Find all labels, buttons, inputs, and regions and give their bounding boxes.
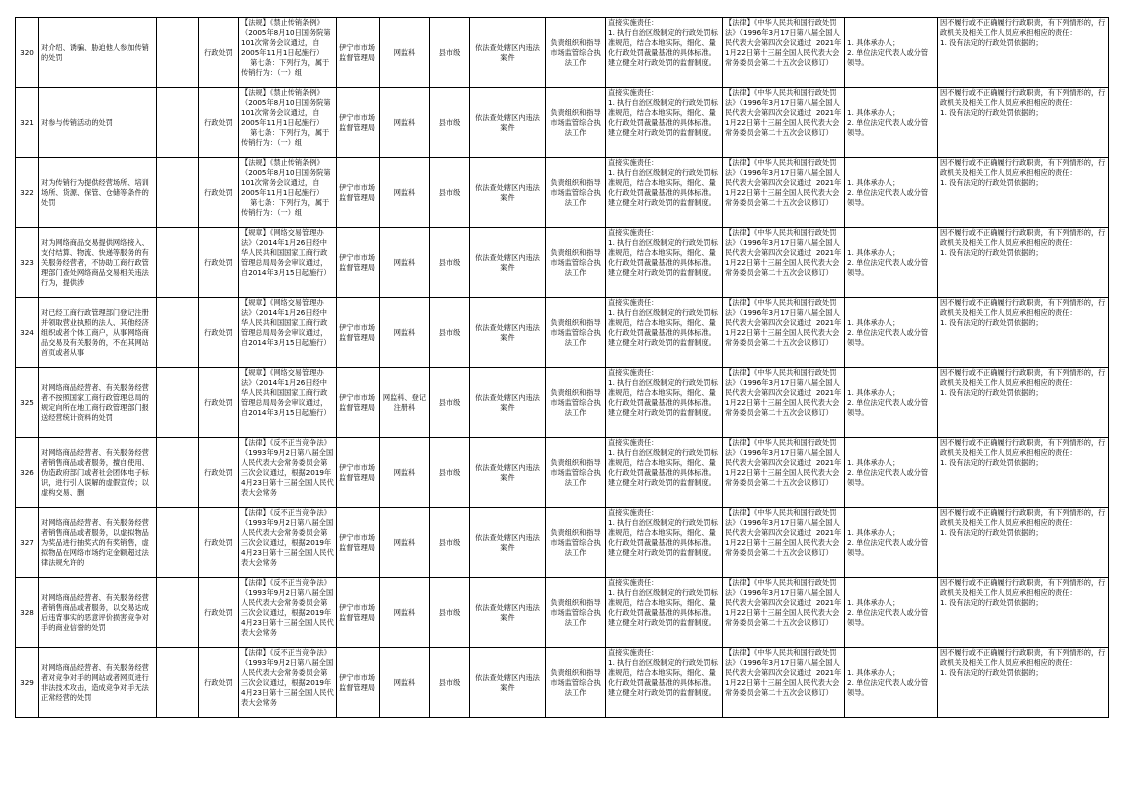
item-name: 对已经工商行政管理部门登记注册并领取营业执照的法人、其他经济组织或者个体工商户，从事网络商品交易及有关服务的，不在其网站首页或者从事	[41, 307, 149, 357]
item-type-cell	[199, 88, 239, 158]
item-type-cell	[199, 298, 239, 368]
responsibility-text: 直接实施责任： 1. 执行自治区级制定的行政处罚标准规范，结合本地实际，细化、量化行政处罚裁量基准的具体标准。建立健全对行政处罚的监督制度。	[608, 578, 718, 627]
office-cell	[380, 228, 430, 298]
accountability-cell	[938, 578, 1109, 648]
accountability-cell	[938, 298, 1109, 368]
accountability-law-cell	[723, 368, 845, 438]
item-type-cell	[199, 438, 239, 508]
scope-cell	[470, 228, 546, 298]
item-name-cell	[39, 508, 157, 578]
accountability-law: 【法律】《中华人民共和国行政处罚法》（1996年3月17日第八届全国人民代表大会第四次会议通过 2021年1月22日第十三届全国人民代表大会常务委员会第二十五次会议修订）	[725, 648, 842, 697]
responsibility-cell	[606, 18, 723, 88]
item-type: 行政处罚	[204, 467, 233, 477]
accountability-law-cell	[723, 508, 845, 578]
table-row	[16, 228, 1109, 298]
row-number-cell	[16, 508, 39, 578]
responsible-subject: 1. 具体承办人； 2. 单位法定代表人或分管领导。	[847, 458, 929, 487]
row-number: 325	[20, 397, 34, 407]
responsible-subject-cell	[845, 368, 938, 438]
responsible-subject: 1. 具体承办人； 2. 单位法定代表人或分管领导。	[847, 108, 929, 137]
accountability-cell	[938, 508, 1109, 578]
department-cell	[337, 438, 380, 508]
responsibility-text: 直接实施责任： 1. 执行自治区级制定的行政处罚标准规范，结合本地实际，细化、量化行政处罚裁量基准的具体标准。建立健全对行政处罚的监督制度。	[608, 18, 718, 67]
level-cell	[430, 578, 470, 648]
item-name-cell	[39, 368, 157, 438]
item-type: 行政处罚	[204, 47, 233, 57]
office: 网监科	[393, 257, 416, 267]
department-cell	[337, 368, 380, 438]
responsible-subject-cell	[845, 298, 938, 368]
item-type-cell	[199, 578, 239, 648]
blank-cell	[157, 368, 199, 438]
legal-basis: 【法律】《反不正当竞争法》（1993年9月2日第八届全国人民代表大会常务委员会第三次会议通过，根据2019年4月23日第十三届全国人民代表大会常务	[241, 578, 334, 637]
table-row	[16, 648, 1109, 718]
accountability-cell	[938, 158, 1109, 228]
duty-cell	[546, 88, 606, 158]
accountability-law-cell	[723, 88, 845, 158]
responsibility-cell	[606, 298, 723, 368]
item-type-cell	[199, 228, 239, 298]
item-type: 行政处罚	[204, 397, 233, 407]
accountability-law-cell	[723, 578, 845, 648]
duty-description: 负责组织和指导市场监管综合执法工作	[550, 317, 601, 347]
item-type: 行政处罚	[204, 537, 233, 547]
scope-cell	[470, 18, 546, 88]
enforcement-scope: 依法查处辖区内违法案件	[475, 462, 540, 482]
responsibility-cell	[606, 158, 723, 228]
accountability-law-cell	[723, 648, 845, 718]
enforcement-scope: 依法查处辖区内违法案件	[475, 532, 540, 552]
power-list-table	[15, 17, 1109, 718]
duty-cell	[546, 578, 606, 648]
accountability-circumstances: 因不履行或不正确履行行政职责，有下列情形的，行政机关及相关工作人员应承担相应的责任： 1. 没有法定的行政处罚依据的；	[940, 578, 1106, 607]
office: 网监科	[393, 537, 416, 547]
office-cell	[380, 18, 430, 88]
duty-description: 负责组织和指导市场监管综合执法工作	[550, 597, 601, 627]
table-row	[16, 438, 1109, 508]
item-name-cell	[39, 648, 157, 718]
responsible-subject-cell	[845, 508, 938, 578]
legal-basis-cell	[239, 228, 337, 298]
responsibility-text: 直接实施责任： 1. 执行自治区级制定的行政处罚标准规范，结合本地实际，细化、量化行政处罚裁量基准的具体标准。建立健全对行政处罚的监督制度。	[608, 508, 718, 557]
enforcement-scope: 依法查处辖区内违法案件	[475, 672, 540, 692]
accountability-law-cell	[723, 158, 845, 228]
duty-cell	[546, 298, 606, 368]
row-number-cell	[16, 228, 39, 298]
legal-basis-cell	[239, 158, 337, 228]
item-name: 对为传销行为提供经营场所、培训场所、货源、保管、仓储等条件的处罚	[41, 177, 149, 207]
duty-cell	[546, 158, 606, 228]
responsible-subject: 1. 具体承办人； 2. 单位法定代表人或分管领导。	[847, 528, 929, 557]
item-type: 行政处罚	[204, 327, 233, 337]
item-type-cell	[199, 158, 239, 228]
office: 网监科	[393, 467, 416, 477]
office-cell	[380, 438, 430, 508]
office: 网监科	[393, 47, 416, 57]
row-number-cell	[16, 158, 39, 228]
blank-cell	[157, 508, 199, 578]
row-number: 321	[20, 117, 34, 127]
enforcement-scope: 依法查处辖区内违法案件	[475, 252, 540, 272]
accountability-circumstances: 因不履行或不正确履行行政职责，有下列情形的，行政机关及相关工作人员应承担相应的责任： 1. 没有法定的行政处罚依据的；	[940, 508, 1106, 537]
admin-level: 县市级	[438, 677, 461, 687]
department-cell	[337, 648, 380, 718]
item-name: 对网络商品经营者、有关服务经营者销售商品或者服务，以虚拟物品为奖品进行抽奖式的有奖销售，虚拟物品在网络市场约定金额超过法律法规允许的	[41, 517, 149, 567]
scope-cell	[470, 368, 546, 438]
responsibility-text: 直接实施责任： 1. 执行自治区级制定的行政处罚标准规范，结合本地实际，细化、量化行政处罚裁量基准的具体标准。建立健全对行政处罚的监督制度。	[608, 158, 718, 207]
duty-description: 负责组织和指导市场监管综合执法工作	[550, 667, 601, 697]
item-name-cell	[39, 88, 157, 158]
office-cell	[380, 648, 430, 718]
item-type: 行政处罚	[204, 117, 233, 127]
item-type-cell	[199, 508, 239, 578]
accountability-law: 【法律】《中华人民共和国行政处罚法》（1996年3月17日第八届全国人民代表大会第四次会议通过 2021年1月22日第十三届全国人民代表大会常务委员会第二十五次会议修订）	[725, 158, 842, 207]
responsibility-cell	[606, 228, 723, 298]
level-cell	[430, 88, 470, 158]
duty-cell	[546, 648, 606, 718]
legal-basis-cell	[239, 368, 337, 438]
office: 网监科	[393, 327, 416, 337]
responsibility-cell	[606, 368, 723, 438]
level-cell	[430, 648, 470, 718]
duty-cell	[546, 228, 606, 298]
item-name: 对为网络商品交易提供网络接入、支付结算、物流、快递等服务的有关服务经营者，不协助工商行政管理部门查处网络商品交易相关违法行为，提供涉	[41, 237, 149, 287]
item-name: 对网络商品经营者、有关服务经营者销售商品或者服务，以交易达成后违背事实的恶意评价损害竞争对手的商业信誉的处罚	[41, 592, 149, 632]
department: 伊宁市市场监督管理局	[339, 462, 375, 482]
level-cell	[430, 438, 470, 508]
department-cell	[337, 88, 380, 158]
item-name: 对网络商品经营者、有关服务经营者不按照国家工商行政管理总局的规定向所在地工商行政管理部门报送经营统计资料的处罚	[41, 382, 149, 422]
responsibility-cell	[606, 648, 723, 718]
item-type: 行政处罚	[204, 607, 233, 617]
duty-description: 负责组织和指导市场监管综合执法工作	[550, 527, 601, 557]
responsible-subject: 1. 具体承办人； 2. 单位法定代表人或分管领导。	[847, 668, 929, 697]
responsible-subject-cell	[845, 438, 938, 508]
accountability-law: 【法律】《中华人民共和国行政处罚法》（1996年3月17日第八届全国人民代表大会第四次会议通过 2021年1月22日第十三届全国人民代表大会常务委员会第二十五次会议修订）	[725, 578, 842, 627]
accountability-law: 【法律】《中华人民共和国行政处罚法》（1996年3月17日第八届全国人民代表大会第四次会议通过 2021年1月22日第十三届全国人民代表大会常务委员会第二十五次会议修订）	[725, 438, 842, 487]
scope-cell	[470, 508, 546, 578]
department: 伊宁市市场监督管理局	[339, 42, 375, 62]
admin-level: 县市级	[438, 257, 461, 267]
department-cell	[337, 158, 380, 228]
enforcement-scope: 依法查处辖区内违法案件	[475, 112, 540, 132]
duty-cell	[546, 368, 606, 438]
accountability-circumstances: 因不履行或不正确履行行政职责，有下列情形的，行政机关及相关工作人员应承担相应的责任： 1. 没有法定的行政处罚依据的；	[940, 438, 1106, 467]
legal-basis: 【法规】《禁止传销条例》（2005年8月10日国务院第101次常务会议通过，自2005年11月1日起施行） 第七条：下列行为，属于传销行为：（一）组	[241, 158, 331, 217]
legal-basis: 【法规】《禁止传销条例》（2005年8月10日国务院第101次常务会议通过，自2005年11月1日起施行） 第七条：下列行为，属于传销行为：（一）组	[241, 18, 331, 77]
responsible-subject-cell	[845, 88, 938, 158]
duty-description: 负责组织和指导市场监管综合执法工作	[550, 177, 601, 207]
blank-cell	[157, 158, 199, 228]
admin-level: 县市级	[438, 537, 461, 547]
accountability-cell	[938, 438, 1109, 508]
level-cell	[430, 158, 470, 228]
admin-level: 县市级	[438, 397, 461, 407]
row-number: 320	[20, 47, 34, 57]
responsible-subject-cell	[845, 158, 938, 228]
accountability-law-cell	[723, 298, 845, 368]
office-cell	[380, 88, 430, 158]
legal-basis-cell	[239, 298, 337, 368]
item-name-cell	[39, 228, 157, 298]
scope-cell	[470, 648, 546, 718]
responsibility-cell	[606, 508, 723, 578]
accountability-cell	[938, 368, 1109, 438]
enforcement-scope: 依法查处辖区内违法案件	[475, 182, 540, 202]
legal-basis-cell	[239, 508, 337, 578]
legal-basis-cell	[239, 88, 337, 158]
row-number-cell	[16, 18, 39, 88]
responsibility-cell	[606, 438, 723, 508]
item-type: 行政处罚	[204, 257, 233, 267]
table-row	[16, 298, 1109, 368]
responsible-subject-cell	[845, 648, 938, 718]
enforcement-scope: 依法查处辖区内违法案件	[475, 322, 540, 342]
row-number-cell	[16, 438, 39, 508]
department: 伊宁市市场监督管理局	[339, 252, 375, 272]
accountability-circumstances: 因不履行或不正确履行行政职责，有下列情形的，行政机关及相关工作人员应承担相应的责任： 1. 没有法定的行政处罚依据的；	[940, 88, 1106, 117]
scope-cell	[470, 88, 546, 158]
duty-cell	[546, 508, 606, 578]
office-cell	[380, 368, 430, 438]
accountability-cell	[938, 18, 1109, 88]
table-row	[16, 18, 1109, 88]
responsible-subject: 1. 具体承办人； 2. 单位法定代表人或分管领导。	[847, 318, 929, 347]
scope-cell	[470, 158, 546, 228]
responsible-subject: 1. 具体承办人； 2. 单位法定代表人或分管领导。	[847, 248, 929, 277]
row-number-cell	[16, 298, 39, 368]
admin-level: 县市级	[438, 117, 461, 127]
responsible-subject-cell	[845, 578, 938, 648]
admin-level: 县市级	[438, 327, 461, 337]
accountability-law: 【法律】《中华人民共和国行政处罚法》（1996年3月17日第八届全国人民代表大会第四次会议通过 2021年1月22日第十三届全国人民代表大会常务委员会第二十五次会议修订）	[725, 368, 842, 417]
legal-basis: 【法律】《反不正当竞争法》（1993年9月2日第八届全国人民代表大会常务委员会第三次会议通过，根据2019年4月23日第十三届全国人民代表大会常务	[241, 648, 334, 707]
accountability-cell	[938, 648, 1109, 718]
accountability-circumstances: 因不履行或不正确履行行政职责，有下列情形的，行政机关及相关工作人员应承担相应的责任： 1. 没有法定的行政处罚依据的；	[940, 18, 1106, 47]
admin-level: 县市级	[438, 607, 461, 617]
row-number: 324	[20, 327, 34, 337]
responsible-subject-cell	[845, 228, 938, 298]
duty-description: 负责组织和指导市场监管综合执法工作	[550, 457, 601, 487]
admin-level: 县市级	[438, 47, 461, 57]
table-row	[16, 368, 1109, 438]
accountability-law-cell	[723, 18, 845, 88]
legal-basis-cell	[239, 648, 337, 718]
blank-cell	[157, 438, 199, 508]
item-name: 对介绍、诱骗、胁迫他人参加传销的处罚	[41, 42, 149, 62]
item-type: 行政处罚	[204, 187, 233, 197]
department: 伊宁市市场监督管理局	[339, 602, 375, 622]
admin-level: 县市级	[438, 467, 461, 477]
level-cell	[430, 368, 470, 438]
accountability-law: 【法律】《中华人民共和国行政处罚法》（1996年3月17日第八届全国人民代表大会第四次会议通过 2021年1月22日第十三届全国人民代表大会常务委员会第二十五次会议修订）	[725, 298, 842, 347]
accountability-cell	[938, 228, 1109, 298]
accountability-circumstances: 因不履行或不正确履行行政职责，有下列情形的，行政机关及相关工作人员应承担相应的责任： 1. 没有法定的行政处罚依据的；	[940, 368, 1106, 397]
accountability-law: 【法律】《中华人民共和国行政处罚法》（1996年3月17日第八届全国人民代表大会第四次会议通过 2021年1月22日第十三届全国人民代表大会常务委员会第二十五次会议修订）	[725, 88, 842, 137]
responsibility-cell	[606, 578, 723, 648]
office: 网监科	[393, 117, 416, 127]
table-row	[16, 88, 1109, 158]
duty-description: 负责组织和指导市场监管综合执法工作	[550, 247, 601, 277]
legal-basis: 【法律】《反不正当竞争法》（1993年9月2日第八届全国人民代表大会常务委员会第三次会议通过，根据2019年4月23日第十三届全国人民代表大会常务	[241, 438, 334, 497]
department-cell	[337, 298, 380, 368]
department: 伊宁市市场监督管理局	[339, 182, 375, 202]
item-type: 行政处罚	[204, 677, 233, 687]
office: 网监科	[393, 187, 416, 197]
responsibility-cell	[606, 88, 723, 158]
accountability-circumstances: 因不履行或不正确履行行政职责，有下列情形的，行政机关及相关工作人员应承担相应的责任： 1. 没有法定的行政处罚依据的；	[940, 648, 1106, 677]
legal-basis: 【规章】《网络交易管理办法》（2014年1月26日经中华人民共和国国家工商行政管理总局局务会审议通过，自2014年3月15日起施行）	[241, 228, 331, 277]
row-number: 327	[20, 537, 34, 547]
row-number-cell	[16, 578, 39, 648]
responsibility-text: 直接实施责任： 1. 执行自治区级制定的行政处罚标准规范，结合本地实际，细化、量化行政处罚裁量基准的具体标准。建立健全对行政处罚的监督制度。	[608, 648, 718, 697]
item-name-cell	[39, 578, 157, 648]
item-name-cell	[39, 158, 157, 228]
blank-cell	[157, 298, 199, 368]
accountability-circumstances: 因不履行或不正确履行行政职责，有下列情形的，行政机关及相关工作人员应承担相应的责任： 1. 没有法定的行政处罚依据的；	[940, 158, 1106, 187]
legal-basis-cell	[239, 578, 337, 648]
accountability-circumstances: 因不履行或不正确履行行政职责，有下列情形的，行政机关及相关工作人员应承担相应的责任： 1. 没有法定的行政处罚依据的；	[940, 298, 1106, 327]
level-cell	[430, 18, 470, 88]
item-name-cell	[39, 298, 157, 368]
office: 网监科	[393, 677, 416, 687]
item-name-cell	[39, 18, 157, 88]
department: 伊宁市市场监督管理局	[339, 322, 375, 342]
row-number-cell	[16, 368, 39, 438]
table-row	[16, 508, 1109, 578]
duty-description: 负责组织和指导市场监管综合执法工作	[550, 387, 601, 417]
row-number: 326	[20, 467, 34, 477]
office-cell	[380, 158, 430, 228]
responsible-subject: 1. 具体承办人； 2. 单位法定代表人或分管领导。	[847, 598, 929, 627]
item-name: 对网络商品经营者、有关服务经营者销售商品或者服务，擅自使用、伪造政府部门或者社会团体电子标识，进行引人误解的虚假宣传；以虚构交易、删	[41, 447, 149, 497]
office: 网监科、登记注册科	[382, 392, 427, 412]
responsibility-text: 直接实施责任： 1. 执行自治区级制定的行政处罚标准规范，结合本地实际，细化、量化行政处罚裁量基准的具体标准。建立健全对行政处罚的监督制度。	[608, 438, 718, 487]
department-cell	[337, 508, 380, 578]
duty-description: 负责组织和指导市场监管综合执法工作	[550, 107, 601, 137]
row-number-cell	[16, 88, 39, 158]
row-number: 323	[20, 257, 34, 267]
legal-basis: 【规章】《网络交易管理办法》（2014年1月26日经中华人民共和国国家工商行政管理总局局务会审议通过，自2014年3月15日起施行）	[241, 298, 331, 347]
legal-basis: 【规章】《网络交易管理办法》（2014年1月26日经中华人民共和国国家工商行政管理总局局务会审议通过，自2014年3月15日起施行）	[241, 368, 331, 417]
department: 伊宁市市场监督管理局	[339, 672, 375, 692]
department-cell	[337, 18, 380, 88]
responsibility-text: 直接实施责任： 1. 执行自治区级制定的行政处罚标准规范，结合本地实际，细化、量化行政处罚裁量基准的具体标准。建立健全对行政处罚的监督制度。	[608, 88, 718, 137]
item-name-cell	[39, 438, 157, 508]
blank-cell	[157, 228, 199, 298]
duty-cell	[546, 18, 606, 88]
office: 网监科	[393, 607, 416, 617]
office-cell	[380, 578, 430, 648]
item-type-cell	[199, 368, 239, 438]
responsible-subject: 1. 具体承办人； 2. 单位法定代表人或分管领导。	[847, 388, 929, 417]
duty-description: 负责组织和指导市场监管综合执法工作	[550, 37, 601, 67]
legal-basis-cell	[239, 18, 337, 88]
enforcement-scope: 依法查处辖区内违法案件	[475, 602, 540, 622]
legal-basis-cell	[239, 438, 337, 508]
enforcement-scope: 依法查处辖区内违法案件	[475, 392, 540, 412]
responsibility-text: 直接实施责任： 1. 执行自治区级制定的行政处罚标准规范，结合本地实际，细化、量化行政处罚裁量基准的具体标准。建立健全对行政处罚的监督制度。	[608, 228, 718, 277]
blank-cell	[157, 88, 199, 158]
legal-basis: 【法规】《禁止传销条例》（2005年8月10日国务院第101次常务会议通过，自2005年11月1日起施行） 第七条：下列行为，属于传销行为：（一）组	[241, 88, 331, 147]
scope-cell	[470, 438, 546, 508]
accountability-cell	[938, 88, 1109, 158]
row-number: 322	[20, 187, 34, 197]
item-type-cell	[199, 18, 239, 88]
responsible-subject: 1. 具体承办人； 2. 单位法定代表人或分管领导。	[847, 38, 929, 67]
enforcement-scope: 依法查处辖区内违法案件	[475, 42, 540, 62]
accountability-law-cell	[723, 228, 845, 298]
row-number-cell	[16, 648, 39, 718]
department-cell	[337, 578, 380, 648]
legal-basis: 【法律】《反不正当竞争法》（1993年9月2日第八届全国人民代表大会常务委员会第三次会议通过，根据2019年4月23日第十三届全国人民代表大会常务	[241, 508, 334, 567]
accountability-circumstances: 因不履行或不正确履行行政职责，有下列情形的，行政机关及相关工作人员应承担相应的责任： 1. 没有法定的行政处罚依据的；	[940, 228, 1106, 257]
responsible-subject-cell	[845, 18, 938, 88]
responsibility-text: 直接实施责任： 1. 执行自治区级制定的行政处罚标准规范，结合本地实际，细化、量化行政处罚裁量基准的具体标准。建立健全对行政处罚的监督制度。	[608, 298, 718, 347]
accountability-law-cell	[723, 438, 845, 508]
blank-cell	[157, 648, 199, 718]
row-number: 329	[20, 677, 34, 687]
row-number: 328	[20, 607, 34, 617]
accountability-law: 【法律】《中华人民共和国行政处罚法》（1996年3月17日第八届全国人民代表大会第四次会议通过 2021年1月22日第十三届全国人民代表大会常务委员会第二十五次会议修订）	[725, 508, 842, 557]
level-cell	[430, 508, 470, 578]
duty-cell	[546, 438, 606, 508]
accountability-law: 【法律】《中华人民共和国行政处罚法》（1996年3月17日第八届全国人民代表大会第四次会议通过 2021年1月22日第十三届全国人民代表大会常务委员会第二十五次会议修订）	[725, 18, 842, 67]
department: 伊宁市市场监督管理局	[339, 392, 375, 412]
scope-cell	[470, 298, 546, 368]
blank-cell	[157, 578, 199, 648]
admin-level: 县市级	[438, 187, 461, 197]
table-row	[16, 158, 1109, 228]
department: 伊宁市市场监督管理局	[339, 112, 375, 132]
scope-cell	[470, 578, 546, 648]
responsibility-text: 直接实施责任： 1. 执行自治区级制定的行政处罚标准规范，结合本地实际，细化、量化行政处罚裁量基准的具体标准。建立健全对行政处罚的监督制度。	[608, 368, 718, 417]
department-cell	[337, 228, 380, 298]
item-name: 对网络商品经营者、有关服务经营者对竞争对手的网站或者网页进行非法技术攻击，造成竞争对手无法正常经营的处罚	[41, 662, 149, 702]
blank-cell	[157, 18, 199, 88]
accountability-law: 【法律】《中华人民共和国行政处罚法》（1996年3月17日第八届全国人民代表大会第四次会议通过 2021年1月22日第十三届全国人民代表大会常务委员会第二十五次会议修订）	[725, 228, 842, 277]
responsible-subject: 1. 具体承办人； 2. 单位法定代表人或分管领导。	[847, 178, 929, 207]
department: 伊宁市市场监督管理局	[339, 532, 375, 552]
level-cell	[430, 298, 470, 368]
office-cell	[380, 508, 430, 578]
table-row	[16, 578, 1109, 648]
item-name: 对参与传销活动的处罚	[41, 117, 113, 127]
item-type-cell	[199, 648, 239, 718]
level-cell	[430, 228, 470, 298]
office-cell	[380, 298, 430, 368]
